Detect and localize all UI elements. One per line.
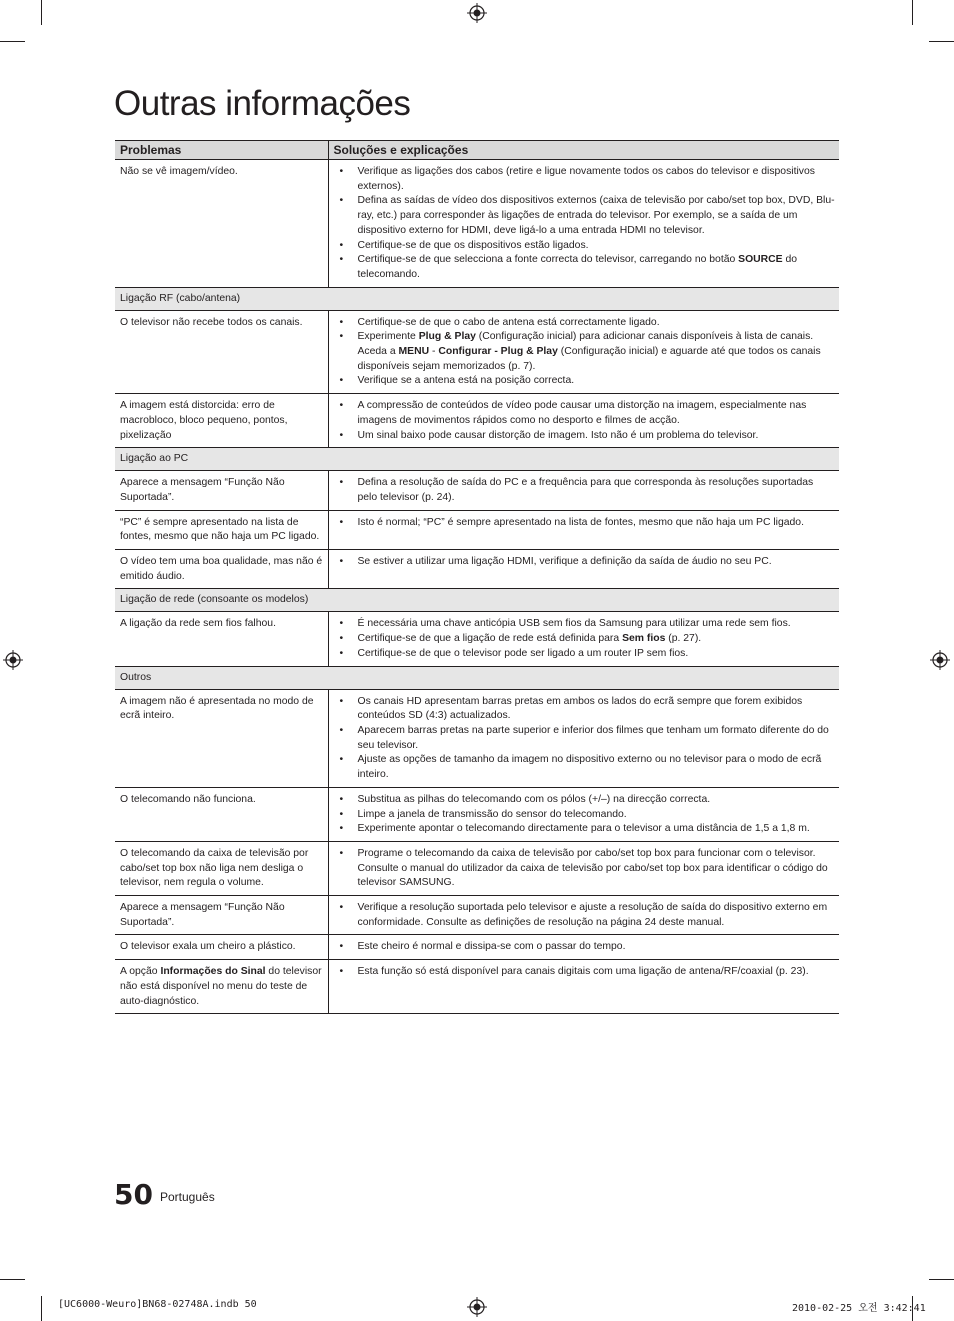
- section-row: [115, 666, 839, 689]
- problem-cell: [115, 960, 328, 1014]
- text-run: A opção: [120, 966, 161, 978]
- text-run: Isto é normal; “PC” é sempre apresentado na lista de fontes, mesmo que não haja um PC ligado.: [357, 516, 804, 528]
- table-row: [115, 689, 839, 787]
- solution-item: [334, 316, 836, 331]
- solution-list: [334, 516, 836, 531]
- solution-item: [334, 822, 836, 837]
- bold-term: Configurar - Plug & Play: [438, 346, 558, 358]
- solutions-cell: [328, 510, 839, 549]
- solutions-cell: [328, 841, 839, 895]
- registration-mark-icon: [930, 650, 950, 670]
- table-row: [115, 612, 839, 666]
- text-run: do telecomando.: [357, 254, 798, 280]
- crop-mark: [929, 41, 954, 42]
- troubleshooting-table: [115, 140, 839, 1014]
- text-run: Aparece a mensagem “Função Não Suportada”.: [120, 902, 285, 928]
- solution-item: [334, 399, 836, 428]
- solution-item: [334, 940, 836, 955]
- footer-timestamp: 2010-02-25 오전 3:42:41: [792, 1303, 926, 1314]
- table-row: [115, 787, 839, 841]
- text-run: Certifique-se de que os dispositivos estão ligados.: [357, 239, 589, 251]
- section-row: [115, 589, 839, 612]
- registration-mark-icon: [3, 650, 23, 670]
- crop-mark: [41, 0, 42, 25]
- table-row: [115, 960, 839, 1014]
- text-run: Verifique as ligações dos cabos (retire e ligue novamente todos os cabos do televisor e dispositivos externos).: [357, 166, 815, 192]
- page-title: Outras informações: [114, 84, 411, 123]
- solution-item: [334, 330, 836, 374]
- text-run: Experimente apontar o telecomando directamente para o televisor a uma distância de 1,5 a 1,8 m.: [357, 823, 810, 835]
- text-run: Ajuste as opções de tamanho da imagem no dispositivo externo ou no televisor para o modo de ecrã inteiro.: [357, 754, 822, 781]
- text-run: Substitua as pilhas do telecomando com os pólos (+/–) na direcção correcta.: [357, 793, 711, 805]
- text-run: Aparecem barras pretas na parte superior e inferior dos filmes que tenham um formato diferente do do seu televisor.: [357, 724, 829, 751]
- text-run: Defina as saídas de vídeo dos dispositivos externos (caixa de televisão por cabo/set top box, DVD, Blu-ray, etc.) para corresponder às ligações de entrada do televisor. Por exemplo, se a saída de um dispositivo externo for HDMI, deve ligá-lo a uma entrada HDMI no televisor.: [357, 195, 835, 236]
- text-run: Esta função só está disponível para canais digitais com uma ligação de antena/RF/coaxial (p. 23).: [357, 966, 809, 978]
- section-label: Ligação ao PC: [115, 448, 839, 471]
- table-row: [115, 310, 839, 394]
- problem-cell: [115, 612, 328, 666]
- text-run: O telecomando não funciona.: [120, 793, 256, 805]
- text-run: (p. 27).: [665, 633, 702, 645]
- crop-mark: [41, 1296, 42, 1321]
- problem-cell: [115, 841, 328, 895]
- section-label: Ligação RF (cabo/antena): [115, 287, 839, 310]
- table-row: [115, 841, 839, 895]
- problem-cell: [115, 160, 328, 288]
- solutions-cell: [328, 612, 839, 666]
- solution-list: [334, 847, 836, 891]
- text-run: Programe o telecomando da caixa de televisão por cabo/set top box para funcionar com o televisor. Consulte o manual do utilizador da caixa de televisão por cabo/set top box para identificar o código do televisor SAMSUNG.: [357, 847, 828, 889]
- text-run: O vídeo tem uma boa qualidade, mas não é emitido áudio.: [120, 556, 323, 582]
- text-run: Experimente: [357, 331, 419, 343]
- solution-list: [334, 617, 836, 661]
- solutions-cell: [328, 935, 839, 960]
- text-run: (Configuração inicial) para adicionar canais disponíveis à lista de canais. Aceda a: [357, 331, 814, 358]
- solution-list: [334, 399, 836, 443]
- solutions-cell: [328, 160, 839, 288]
- section-row: [115, 448, 839, 471]
- solution-list: [334, 476, 836, 505]
- footer-file-name: [UC6000-Weuro]BN68-02748A.indb 50: [58, 1299, 257, 1310]
- text-run: Um sinal baixo pode causar distorção de imagem. Isto não é um problema do televisor.: [357, 429, 759, 441]
- text-run: Certifique-se de que a ligação de rede está definida para: [357, 633, 623, 645]
- table-header-row: [115, 141, 839, 160]
- solution-item: [334, 965, 836, 980]
- solutions-cell: [328, 394, 839, 448]
- page-language: Português: [160, 1190, 215, 1204]
- solution-item: [334, 647, 836, 662]
- solution-item: [334, 516, 836, 531]
- bold-term: MENU: [398, 346, 430, 358]
- text-run: Não se vê imagem/vídeo.: [120, 166, 238, 177]
- problem-cell: [115, 787, 328, 841]
- bold-term: Plug & Play: [418, 331, 476, 343]
- solution-list: [334, 316, 836, 390]
- solution-item: [334, 194, 836, 238]
- text-run: Os canais HD apresentam barras pretas em ambos os lados do ecrã sempre que forem exibidos conteúdos SD (4:3) actualizados.: [357, 695, 803, 722]
- solution-list: [334, 901, 836, 930]
- text-run: A ligação da rede sem fios falhou.: [120, 618, 276, 630]
- table-row: [115, 896, 839, 935]
- text-run: Certifique-se de que selecciona a fonte correcta do televisor, carregando no botão: [357, 254, 739, 266]
- problem-cell: [115, 510, 328, 549]
- text-run: A imagem não é apresentada no modo de ecrã inteiro.: [120, 695, 314, 722]
- text-run: -: [429, 346, 439, 358]
- solution-item: [334, 901, 836, 930]
- solutions-cell: [328, 550, 839, 589]
- problem-cell: [115, 550, 328, 589]
- text-run: do televisor não está disponível no menu do teste de auto-diagnóstico.: [120, 966, 322, 1007]
- text-run: Este cheiro é normal e dissipa-se com o passar do tempo.: [357, 941, 626, 953]
- crop-mark: [0, 1279, 25, 1280]
- registration-mark-icon: [467, 1297, 487, 1317]
- solution-list: [334, 940, 836, 955]
- problem-cell: [115, 935, 328, 960]
- solution-item: [334, 695, 836, 724]
- solutions-cell: [328, 960, 839, 1014]
- solution-item: [334, 165, 836, 194]
- solution-list: [334, 165, 836, 283]
- solution-item: [334, 724, 836, 753]
- text-run: O televisor exala um cheiro a plástico.: [120, 941, 296, 953]
- crop-mark: [929, 1279, 954, 1280]
- table-row: [115, 935, 839, 960]
- section-row: [115, 287, 839, 310]
- text-run: Certifique-se de que o televisor pode ser ligado a um router IP sem fios.: [357, 647, 689, 659]
- solution-item: [334, 476, 836, 505]
- problem-cell: [115, 896, 328, 935]
- solution-item: [334, 753, 836, 782]
- problem-cell: [115, 310, 328, 394]
- solution-item: [334, 632, 836, 647]
- solution-item: [334, 808, 836, 823]
- solutions-cell: [328, 896, 839, 935]
- solution-list: [334, 793, 836, 837]
- solution-item: [334, 555, 836, 570]
- table-row: [115, 471, 839, 510]
- text-run: (Configuração inicial) e aguarde até que todos os canais disponíveis sejam memorizados (p. 7).: [357, 346, 821, 372]
- bold-term: Informações do Sinal: [160, 966, 266, 978]
- header-problems: Problemas: [115, 141, 328, 160]
- problem-cell: [115, 689, 328, 787]
- crop-mark: [912, 0, 913, 25]
- text-run: A compressão de conteúdos de vídeo pode causar uma distorção na imagem, especialmente nas imagens de movimentos rápidos como no desporto e filmes de acção.: [357, 400, 807, 426]
- text-run: “PC” é sempre apresentado na lista de fontes, mesmo que não haja um PC ligado.: [120, 516, 320, 543]
- solutions-cell: [328, 471, 839, 510]
- text-run: Verifique se a antena está na posição correcta.: [357, 375, 575, 387]
- bold-term: Sem fios: [622, 633, 666, 645]
- solutions-cell: [328, 787, 839, 841]
- solutions-cell: [328, 310, 839, 394]
- section-label: Outros: [115, 666, 839, 689]
- text-run: O telecomando da caixa de televisão por cabo/set top box não liga nem desliga o televisor, nem regula o volume.: [120, 847, 309, 889]
- page-number: 50: [114, 1178, 153, 1211]
- section-label: Ligação de rede (consoante os modelos): [115, 589, 839, 612]
- solution-item: [334, 239, 836, 254]
- table-row: [115, 160, 839, 288]
- text-run: A imagem está distorcida: erro de macrobloco, bloco pequeno, pontos, pixelização: [120, 400, 288, 441]
- solution-item: [334, 253, 836, 282]
- problem-cell: [115, 471, 328, 510]
- crop-mark: [0, 41, 25, 42]
- bold-term: SOURCE: [738, 254, 783, 266]
- solution-item: [334, 617, 836, 632]
- solution-item: [334, 847, 836, 891]
- table-row: [115, 510, 839, 549]
- text-run: Limpe a janela de transmissão do sensor do telecomando.: [357, 808, 627, 820]
- solutions-cell: [328, 689, 839, 787]
- solution-list: [334, 965, 836, 980]
- text-run: Se estiver a utilizar uma ligação HDMI, verifique a definição da saída de áudio no seu PC.: [357, 556, 772, 568]
- text-run: É necessária uma chave anticópia USB sem fios da Samsung para utilizar uma rede sem fios.: [357, 618, 791, 630]
- text-run: Certifique-se de que o cabo de antena está correctamente ligado.: [357, 316, 660, 328]
- solution-item: [334, 793, 836, 808]
- registration-mark-icon: [467, 3, 487, 23]
- solution-list: [334, 555, 836, 570]
- problem-cell: [115, 394, 328, 448]
- table-body: [115, 160, 839, 1014]
- table-row: [115, 394, 839, 448]
- table-row: [115, 550, 839, 589]
- solution-item: [334, 429, 836, 444]
- text-run: O televisor não recebe todos os canais.: [120, 316, 303, 328]
- solution-list: [334, 695, 836, 783]
- text-run: Defina a resolução de saída do PC e a frequência para que corresponda às resoluções suportadas pelo televisor (p. 24).: [357, 477, 814, 503]
- header-solutions: Soluções e explicações: [328, 141, 839, 160]
- text-run: Verifique a resolução suportada pelo televisor e ajuste a resolução de saída do dispositivo externo em conformidade. Consulte as definições de resolução na página 24 deste manual.: [357, 902, 828, 928]
- solution-item: [334, 374, 836, 389]
- text-run: Aparece a mensagem “Função Não Suportada”.: [120, 477, 285, 503]
